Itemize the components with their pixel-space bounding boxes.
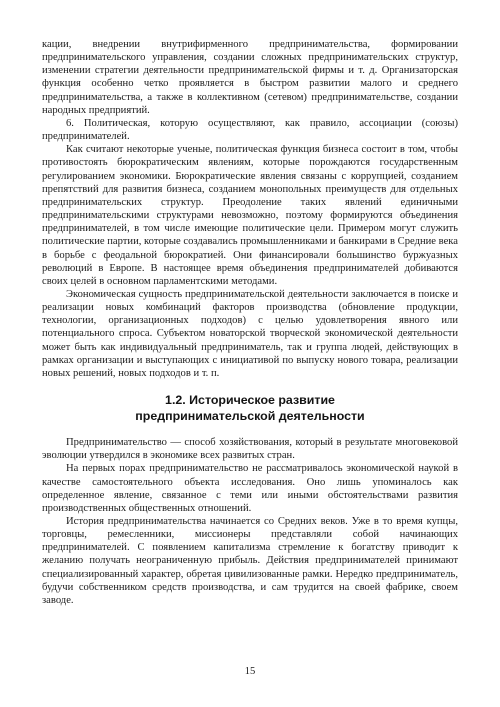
page-number: 15 xyxy=(244,666,256,677)
paragraph-early-research: На первых порах предпринимательство не рассматривалось экономической наукой в качестве самостоятельного объекта исследования. Оно лишь упоминалось как определенное явление, связанное с теми или иными обстоятельствами развития производственных общественных отношений. xyxy=(42,463,458,514)
paragraph-history-middle-ages: История предпринимательства начинается со Средних веков. Уже в то время купцы, торговцы, ремесленники, миссионеры представляли собой начинающих предпринимателей. С появлением капитализма стремление к богатству приводит к желанию получать неограниченную прибыль. Действия предпринимателей принимают специализированный характер, обретая цивилизованные рамки. Нередко предприниматель, будучи собственником средств производства, и сам трудится на своей фабрике, своем заводе. xyxy=(42,516,458,606)
paragraph-entrepreneurship-definition: Предпринимательство — способ хозяйствования, который в результате многовековой эволюции утвердился в экономике всех развитых стран. xyxy=(42,437,458,462)
document-page xyxy=(42,38,458,607)
section-heading-line-2: предпринимательской деятельности xyxy=(135,408,365,423)
paragraph-economic-essence: Экономическая сущность предпринимательской деятельности заключается в поиске и реализации новых комбинаций факторов производства (обновление продукции, технологии, организационных подходов) с целью удовлетворения явного или потенциального спроса. Субъектом новаторской творческой экономической деятельности может быть как индивидуальный предприниматель, так и группа людей, действующих в рамках организации и выступающих с инициативой по выпуску нового товара, реализации новых решений, новых подходов и т. п. xyxy=(42,288,458,379)
paragraph-political-function: 6. Политическая, которую осуществляют, как правило, ассоциации (союзы) предпринимателей. xyxy=(42,117,458,143)
paragraph-political-function-details: Как считают некоторые ученые, политическая функция бизнеса состоит в том, чтобы противостоять бюрократическим явлениям, которые порождаются государственным регулированием экономики. Бюрократические явления связаны с коррупцией, созданием препятствий для развития бизнеса, созданием монопольных преимуществ для отдельных предпринимательских структур. Преодоление таких явлений единичными предпринимательскими структурами невозможно, поэтому формируются объединения предпринимателей, в том числе имеющие политические цели. Примером могут служить политические партии, которые создавались промышленниками и банкирами в Средние века в борьбе с феодальной бюрократией. Они финансировали большинство буржуазных революций в Европе. В настоящее время объединения предпринимателей добиваются своих целей в основном парламентскими методами. xyxy=(42,144,458,287)
section-heading xyxy=(42,393,458,424)
paragraph-organizational-function-continuation: кации, внедрении внутрифирменного предпринимательства, формировании предпринимательского управления, создании сложных предпринимательских структур, изменении стратегии деятельности предпринимательской фирмы и т. д. Организаторская функция особенно четко проявляется в быстром развитии малого и среднего предпринимательства, а также в коллективном (сетевом) предпринимательстве, создании народных предприятий. xyxy=(42,39,458,116)
section-heading-line-1: 1.2. Историческое развитие xyxy=(165,393,335,408)
